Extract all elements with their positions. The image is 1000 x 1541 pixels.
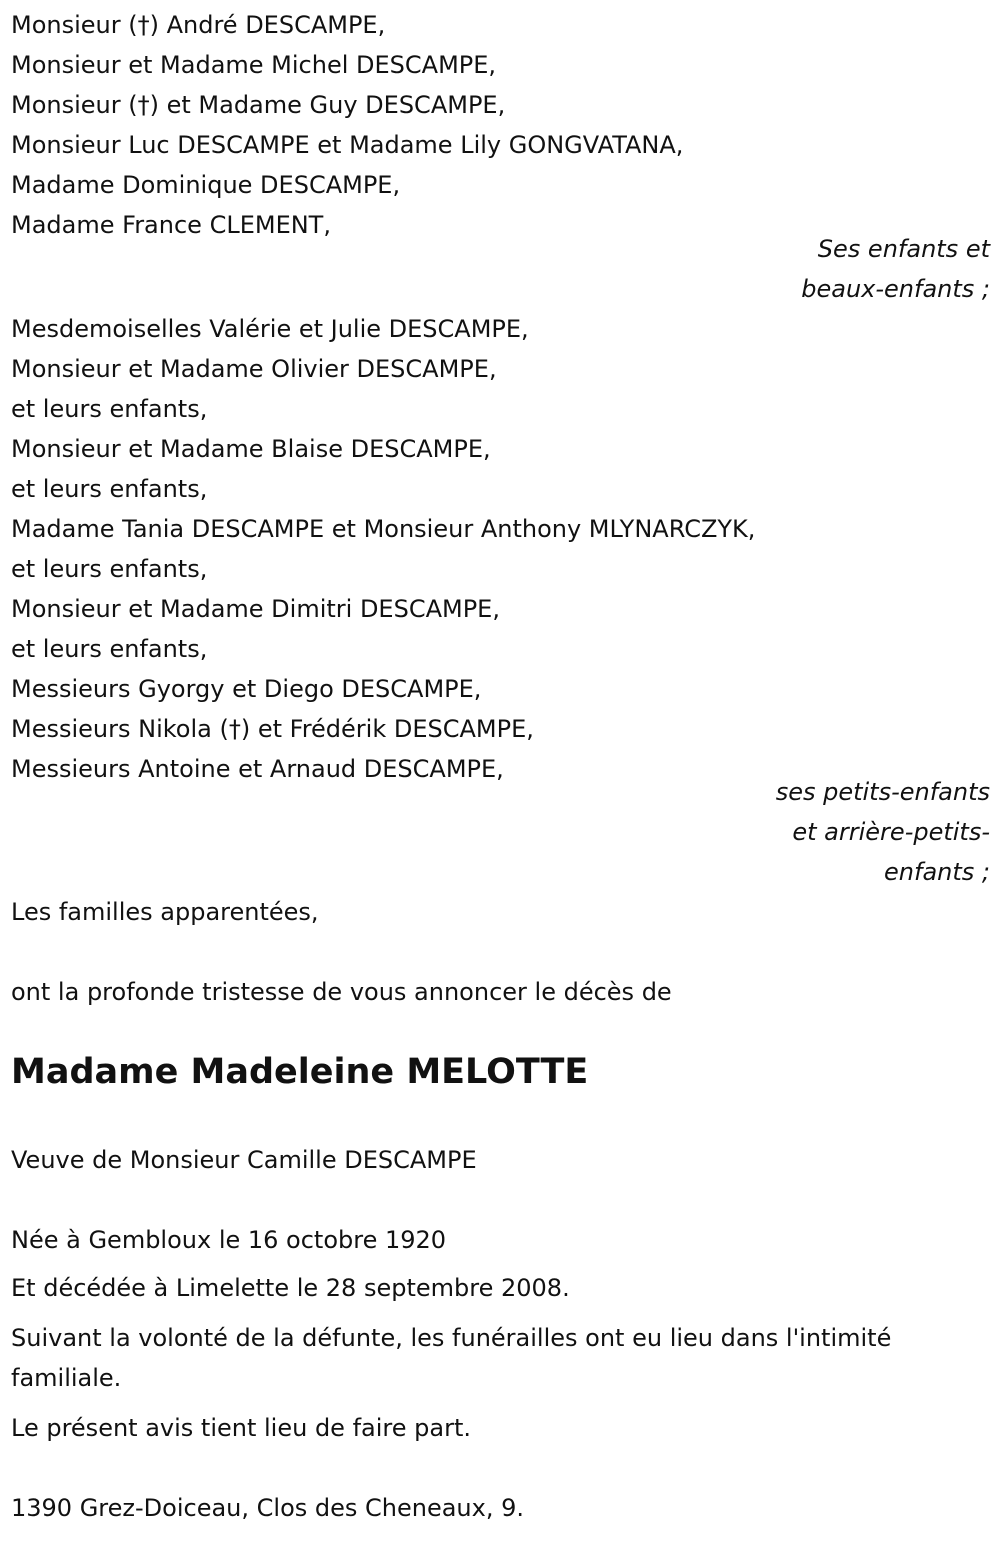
funeral-info: Suivant la volonté de la défunte, les funérailles ont eu lieu dans l'intimité familiale.: [11, 1324, 892, 1392]
relation-label: enfants ;: [884, 858, 990, 886]
family-line: Monsieur et Madame Michel DESCAMPE,: [11, 51, 497, 79]
family-line: Madame Tania DESCAMPE et Monsieur Anthony MLYNARCZYK,: [11, 515, 756, 543]
family-line: Messieurs Antoine et Arnaud DESCAMPE,: [11, 755, 504, 783]
family-line: Messieurs Nikola (†) et Frédérik DESCAMPE,: [11, 715, 534, 743]
relation-label: Ses enfants et: [817, 235, 990, 263]
family-line: Monsieur et Madame Blaise DESCAMPE,: [11, 435, 491, 463]
family-line: et leurs enfants,: [11, 395, 208, 423]
family-line: Monsieur (†) et Madame Guy DESCAMPE,: [11, 91, 506, 119]
widow-of: Veuve de Monsieur Camille DESCAMPE: [11, 1146, 477, 1174]
deceased-name: Madame Madeleine MELOTTE: [11, 1052, 589, 1092]
birth-info: Née à Gembloux le 16 octobre 1920: [11, 1226, 447, 1254]
families-line: Les familles apparentées,: [11, 898, 319, 926]
announcement: ont la profonde tristesse de vous annoncer le décès de: [11, 978, 672, 1006]
family-line: Monsieur et Madame Olivier DESCAMPE,: [11, 355, 497, 383]
relation-label: et arrière-petits-: [792, 818, 990, 846]
family-line: et leurs enfants,: [11, 635, 208, 663]
address: 1390 Grez-Doiceau, Clos des Cheneaux, 9.: [11, 1494, 524, 1522]
family-line: et leurs enfants,: [11, 475, 208, 503]
family-line: Mesdemoiselles Valérie et Julie DESCAMPE,: [11, 315, 529, 343]
family-line: Monsieur (†) André DESCAMPE,: [11, 11, 386, 39]
family-line: Messieurs Gyorgy et Diego DESCAMPE,: [11, 675, 482, 703]
death-info: Et décédée à Limelette le 28 septembre 2008.: [11, 1274, 570, 1302]
family-line: Madame France CLEMENT,: [11, 211, 331, 239]
relation-label: ses petits-enfants: [775, 778, 990, 806]
notice-text: Le présent avis tient lieu de faire part.: [11, 1414, 471, 1442]
family-line: Monsieur et Madame Dimitri DESCAMPE,: [11, 595, 500, 623]
relation-label: beaux-enfants ;: [801, 275, 990, 303]
family-line: et leurs enfants,: [11, 555, 208, 583]
family-line: Monsieur Luc DESCAMPE et Madame Lily GONGVATANA,: [11, 131, 684, 159]
family-line: Madame Dominique DESCAMPE,: [11, 171, 401, 199]
